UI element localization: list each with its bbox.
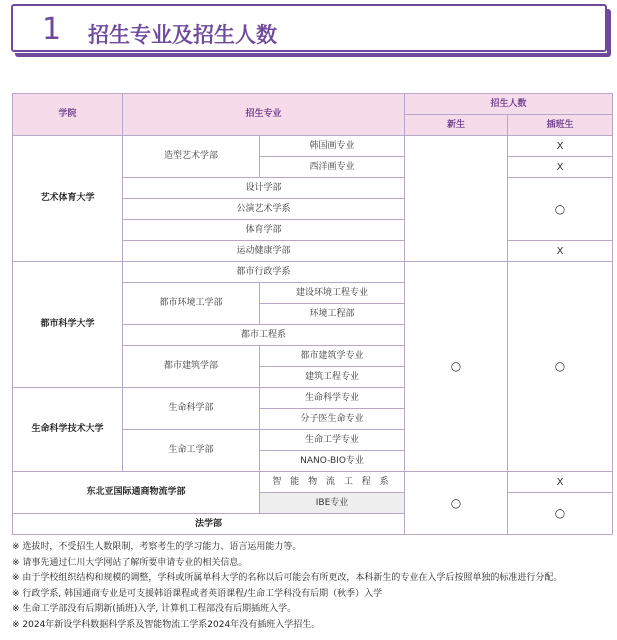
- major-construction-env: 建设环境工程专业: [260, 283, 405, 304]
- major-env-eng: 环境工程部: [260, 304, 405, 325]
- major-sports-health: 运动健康学部: [123, 241, 405, 262]
- major-ibe: IBE专业: [260, 493, 405, 514]
- header-quota: 招生人数: [405, 94, 613, 115]
- major-life-eng: 生命工学专业: [260, 430, 405, 451]
- note-item: ※ 请事先通过仁川大学网站了解所要申请专业的相关信息。: [12, 557, 248, 568]
- dept-urban-env-eng: 都市环境工学部: [123, 283, 260, 325]
- college-art-sports: 艺术体育大学: [13, 136, 123, 262]
- new-art-cell: [405, 136, 508, 262]
- major-performing-arts: 公演艺术学系: [123, 199, 405, 220]
- notes-list: [12, 540, 612, 633]
- transfer-mark-o: ○: [508, 178, 613, 241]
- college-ne-asia-trade: 东北亚国际通商物流学部: [13, 472, 260, 514]
- major-urban-admin: 都市行政学系: [123, 262, 405, 283]
- college-life-science: 生命科学技术大学: [13, 388, 123, 472]
- dept-life-science: 生命科学部: [123, 388, 260, 430]
- table-row: [13, 262, 613, 283]
- section-title: 招生专业及招生人数: [88, 23, 277, 47]
- table-row: [13, 472, 613, 493]
- transfer-mark-x: X: [508, 157, 613, 178]
- table-row: [13, 136, 613, 157]
- dept-plastic-arts: 造型艺术学部: [123, 136, 260, 178]
- dept-urban-architecture: 都市建筑学部: [123, 346, 260, 388]
- new-mark-o: ○: [405, 262, 508, 472]
- major-arch-eng: 建筑工程专业: [260, 367, 405, 388]
- transfer-mark-x: X: [508, 241, 613, 262]
- section-number: 1: [42, 12, 62, 47]
- transfer-mark-o: ○: [508, 493, 613, 535]
- note-item: ※ 选拔时，不受招生人数限制，考察考生的学习能力、语言运用能力等。: [12, 542, 302, 552]
- major-western-painting: 西洋画专业: [260, 157, 405, 178]
- college-law: 法学部: [13, 514, 405, 535]
- header-new: 新生: [405, 115, 508, 136]
- major-smart-logistics: 智 能 物 流 工 程 系: [260, 472, 405, 493]
- new-mark-o: ○: [405, 472, 508, 535]
- major-life-science: 生命科学专业: [260, 388, 405, 409]
- header-row: [13, 94, 613, 115]
- major-design: 设计学部: [123, 178, 405, 199]
- transfer-mark-x: X: [508, 136, 613, 157]
- major-urban-eng: 都市工程系: [123, 325, 405, 346]
- major-sports: 体育学部: [123, 220, 405, 241]
- section-title-box: [11, 4, 607, 52]
- note-item: ※ 生命工学部没有后期新(插班)入学, 计算机工程部没有后期插班入学。: [12, 604, 297, 614]
- major-urban-architecture: 都市建筑学专业: [260, 346, 405, 367]
- note-item: ※ 行政学系, 韩国通商专业是可支援韩语课程或者英语课程/生命工学科没有后期（秋季）入学: [12, 588, 383, 599]
- dept-life-eng: 生命工学部: [123, 430, 260, 472]
- major-korean-painting: 韩国画专业: [260, 136, 405, 157]
- college-urban-science: 都市科学大学: [13, 262, 123, 388]
- header-transfer: 插班生: [508, 115, 613, 136]
- header-college: 学院: [13, 94, 123, 136]
- note-item: ※ 2024年新设学科数据科学系及智能物流工学系2024年没有插班入学招生。: [12, 619, 321, 630]
- major-molecular-medicine: 分子医生命专业: [260, 409, 405, 430]
- transfer-mark-x: X: [508, 472, 613, 493]
- transfer-mark-o: ○: [508, 262, 613, 472]
- note-item: ※ 由于学校组织结构和规模的调整，学科或所属单科大学的名称以后可能会有所更改，本科新生的专业在入学后按照单独的标准进行分配。: [12, 573, 563, 583]
- header-major: 招生专业: [123, 94, 405, 136]
- admission-table: [12, 93, 613, 535]
- major-nano-bio: NANO-BIO专业: [260, 451, 405, 472]
